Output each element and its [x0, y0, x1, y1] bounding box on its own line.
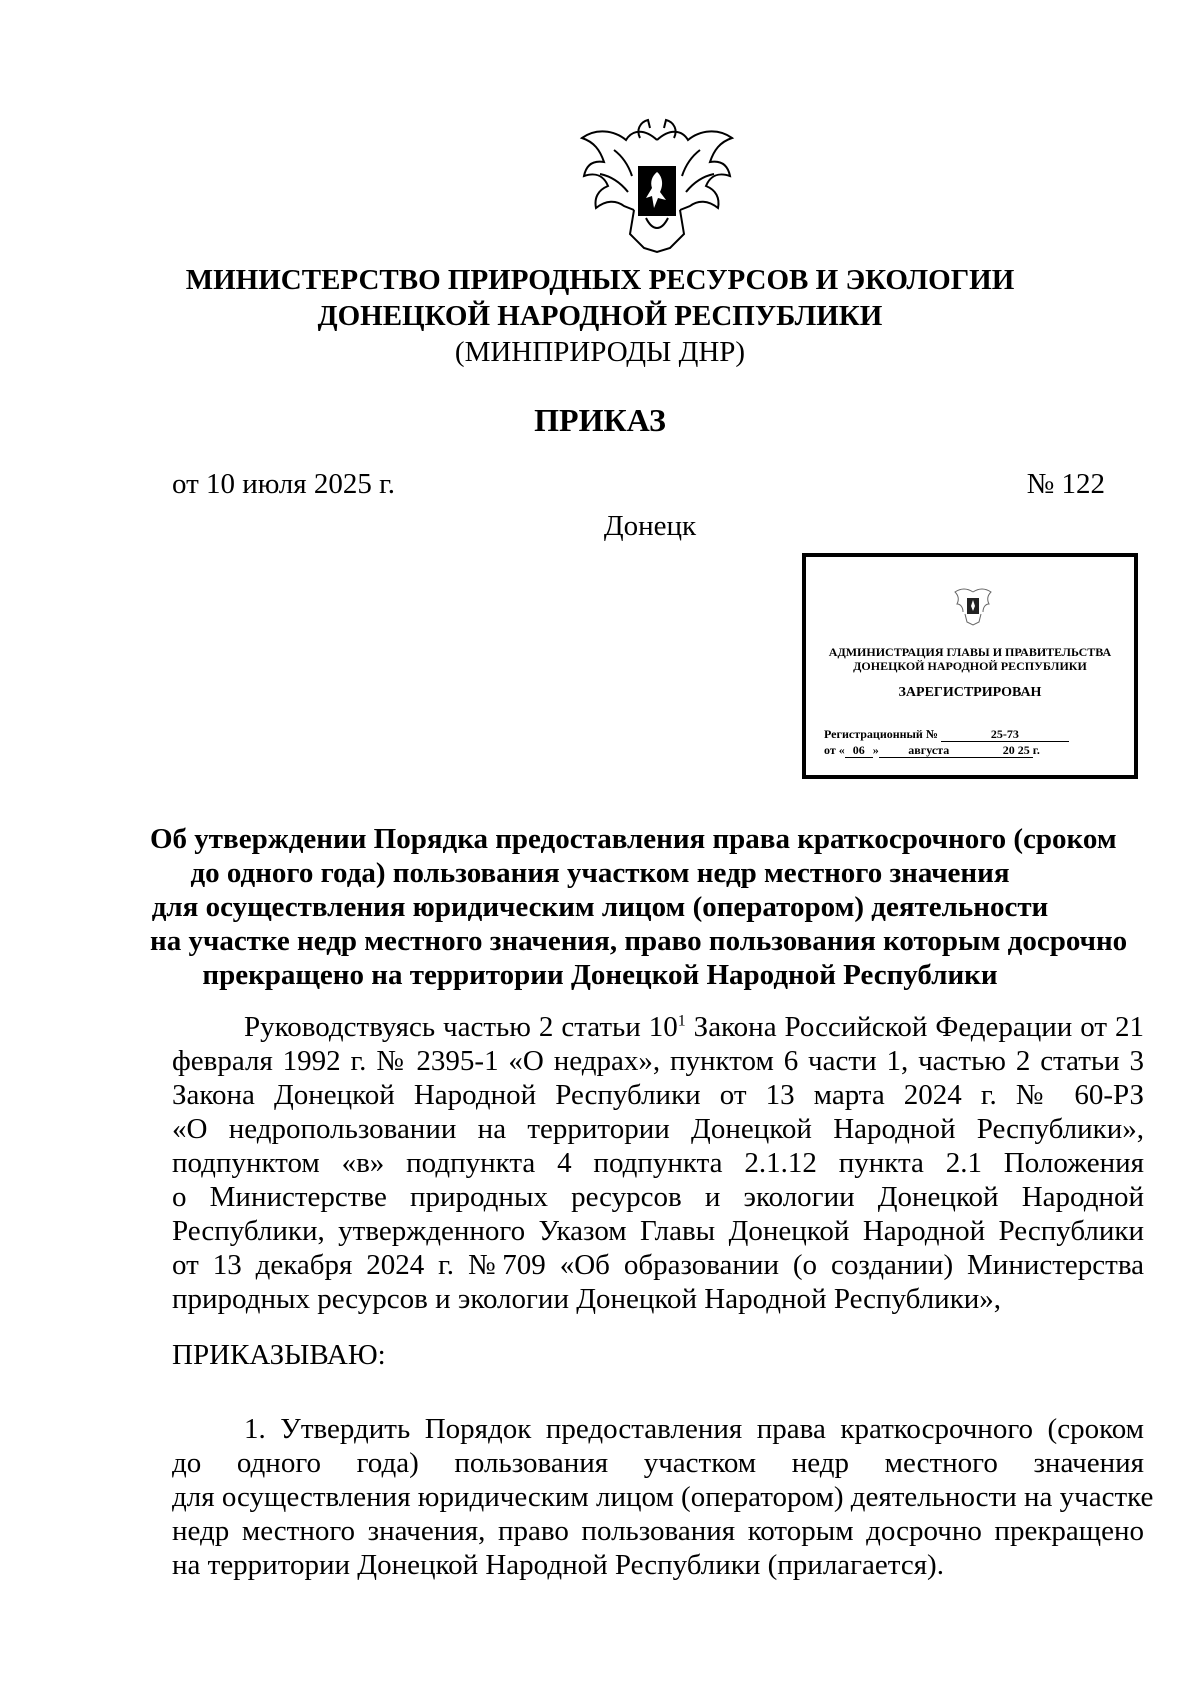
stamp-year-end: г.: [1032, 743, 1040, 757]
item-line: недр местного значения, право пользования которым досрочно прекращено: [172, 1515, 1144, 1547]
title-line: на участке недр местного значения, право пользования которым досрочно: [150, 925, 1128, 957]
stamp-month-sep: »: [872, 743, 879, 757]
stamp-reg-label: Регистрационный №: [824, 727, 938, 741]
stamp-org-line2: ДОНЕЦКОЙ НАРОДНОЙ РЕСПУБЛИКИ: [853, 659, 1087, 673]
document-number: № 122: [1026, 468, 1105, 500]
stamp-org-line1: АДМИНИСТРАЦИЯ ГЛАВЫ И ПРАВИТЕЛЬСТВА: [828, 645, 1112, 659]
item-line: 1. Утвердить Порядок предоставления права краткосрочного (сроком: [244, 1413, 1144, 1445]
document-title: [150, 822, 1128, 992]
stamp-emblem-icon: [949, 584, 997, 628]
document-city: Донецк: [603, 510, 697, 542]
coat-of-arms-emblem: [574, 110, 740, 260]
stamp-year-suffix: 25: [1015, 744, 1033, 758]
preamble-line: Закона Донецкой Народной Республики от 13 марта 2024 г. № 60-РЗ: [172, 1079, 1144, 1111]
stamp-day: 06: [845, 744, 873, 758]
title-line: для осуществления юридическим лицом (оператором) деятельности: [151, 891, 1049, 923]
stamp-month: августа: [879, 744, 979, 758]
preamble-line: от 13 декабря 2024 г. №709 «Об образовании (о создании) Министерства: [172, 1249, 1144, 1281]
preamble-superscript: 1: [677, 1012, 686, 1030]
preamble-text: Закона Российской Федерации от 21: [685, 1011, 1144, 1043]
preamble-line: о Министерстве природных ресурсов и экологии Донецкой Народной: [172, 1181, 1144, 1213]
document-type: ПРИКАЗ: [534, 402, 666, 438]
order-item-1: [172, 1412, 1154, 1582]
preamble-line: «О недропользовании на территории Донецкой Народной Республики»,: [172, 1113, 1144, 1145]
item-line: до одного года) пользования участком недр местного значения: [172, 1447, 1144, 1479]
title-line: прекращено на территории Донецкой Народной Республики: [202, 959, 998, 991]
item-line: для осуществления юридическим лицом (оператором) деятельности на участке: [172, 1481, 1154, 1513]
preamble-line: [172, 1010, 1144, 1044]
document-date: от 10 июля 2025 г.: [172, 468, 395, 500]
registration-stamp: [802, 553, 1138, 779]
stamp-status: ЗАРЕГИСТРИРОВАН: [898, 685, 1042, 700]
preamble-line: подпунктом «в» подпункта 4 подпункта 2.1.12 пункта 2.1 Положения: [172, 1147, 1144, 1179]
stamp-year-prefix: 20: [979, 744, 1015, 758]
ministry-name-line1: МИНИСТЕРСТВО ПРИРОДНЫХ РЕСУРСОВ И ЭКОЛОГИИ: [185, 264, 1015, 296]
preamble-line: природных ресурсов и экологии Донецкой Народной Республики»,: [172, 1283, 1002, 1315]
item-line: на территории Донецкой Народной Республики (прилагается).: [172, 1549, 944, 1581]
title-line: до одного года) пользования участком недр местного значения: [190, 857, 1010, 889]
title-line: Об утверждении Порядка предоставления права краткосрочного (сроком: [150, 823, 1117, 855]
stamp-from-prefix: от «: [824, 743, 845, 757]
stamp-reg-number: 25-73: [941, 728, 1069, 742]
preamble-text: Руководствуясь частью 2 статьи 10: [244, 1011, 678, 1043]
preamble-paragraph: [172, 1010, 1144, 1316]
stamp-date-row: [824, 743, 1124, 758]
ministry-name-line2: ДОНЕЦКОЙ НАРОДНОЙ РЕСПУБЛИКИ: [317, 300, 883, 332]
stamp-organization: [812, 645, 1128, 673]
orders-label: ПРИКАЗЫВАЮ:: [172, 1339, 386, 1371]
ministry-short-name: (МИНПРИРОДЫ ДНР): [454, 336, 746, 368]
preamble-line: февраля 1992 г. № 2395-1 «О недрах», пунктом 6 части 1, частью 2 статьи 3: [172, 1045, 1144, 1077]
stamp-registration-row: [824, 727, 1124, 742]
preamble-line: Республики, утвержденного Указом Главы Донецкой Народной Республики: [172, 1215, 1144, 1247]
